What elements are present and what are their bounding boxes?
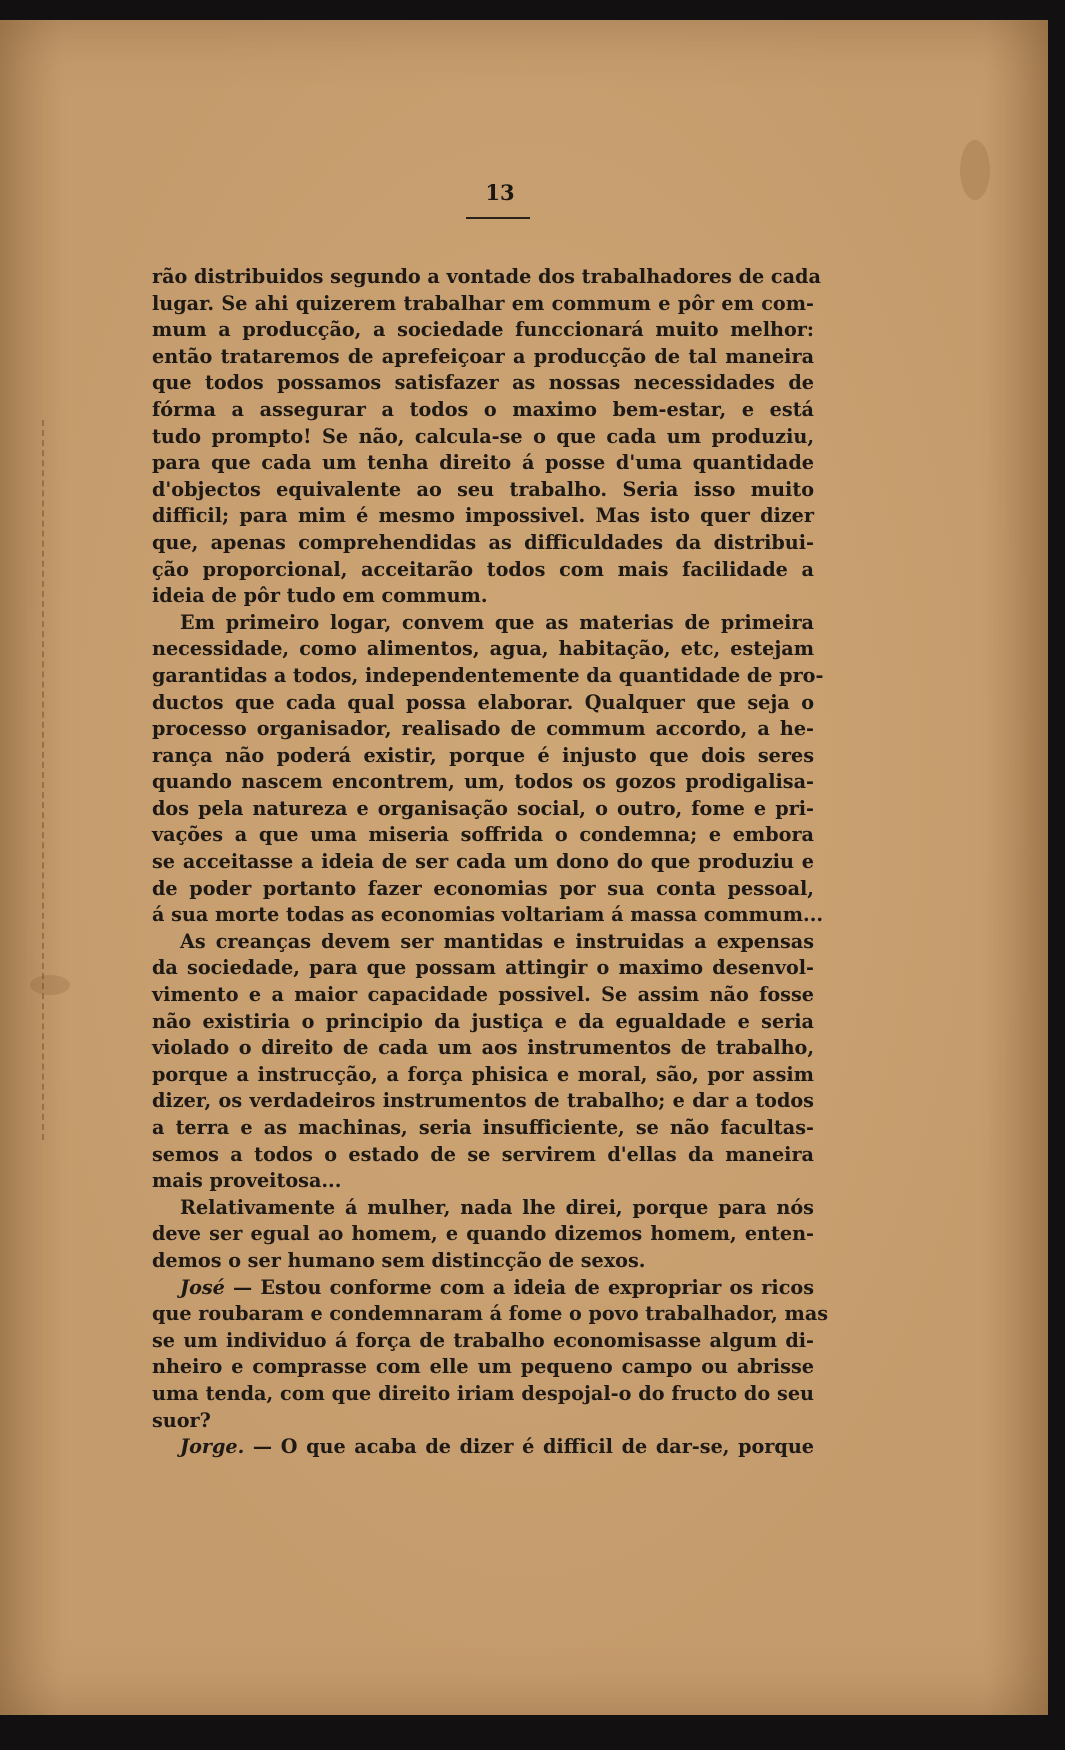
dialogue-text: — Estou conforme com a ideia de expropriar os ricos [224,1275,814,1299]
body-text [152,264,829,1461]
text-line: a terra e as machinas, seria insufficiente, se não facultas- [152,1116,814,1139]
text-line: As creanças devem ser mantidas e instruidas a expensas [180,929,814,953]
text-line: da sociedade, para que possam attingir o maximo desenvol- [152,956,814,980]
text-line: tudo prompto! Se não, calcula-se o que cada um produziu, [152,424,814,448]
text-line: demos o ser humano sem distincção de sexos. [152,1248,646,1272]
text-line: vações a que uma miseria soffrida o condemna; e embora [152,823,814,847]
text-line: dos pela natureza e organisação social, o outro, fome e pri- [152,796,814,820]
text-line: não existiria o principio da justiça e da egualdade e seria [152,1009,814,1033]
dialogue-line [152,1301,829,1328]
text-line: necessidade, como alimentos, agua, habitação, etc, estejam [152,637,814,661]
text-line: porque a instrucção, a força phisica e moral, são, por assim [152,1062,814,1086]
text-line: quando nascem encontrem, um, todos os gozos prodigalisa- [152,770,814,794]
text-line: á sua morte todas as economias voltariam á massa commum... [152,903,824,927]
dialogue-text: — O que acaba de dizer é difficil de dar-se, porque [244,1435,814,1459]
dialogue-line [152,1408,814,1435]
text-line: mais proveitosa... [152,1169,342,1193]
page-number-rule [466,217,530,219]
dialogue-text: uma tenda, com que direito iriam despojal-o do fructo do seu [152,1381,814,1405]
text-line: garantidas a todos, independentemente da quantidade de pro- [152,663,824,687]
text-line: violado o direito de cada um aos instrumentos de trabalho, [152,1036,814,1060]
text-line: semos a todos o estado de se servirem d'ellas da maneira [152,1142,814,1166]
text-line: dizer, os verdadeiros instrumentos de trabalho; e dar a todos [152,1089,814,1113]
speaker-name: José [180,1275,225,1299]
text-line: que todos possamos satisfazer as nossas necessidades de [152,371,814,395]
text-line: que, apenas comprehendidas as difficuldades da distribui- [152,530,814,554]
text-line: ideia de pôr tudo em commum. [152,584,488,608]
dialogue-text: que roubaram e condemnaram á fome o povo trabalhador, mas [152,1302,829,1326]
dialogue-line [152,1381,814,1408]
page-number: 13 [485,180,515,205]
book-page [0,20,1048,1715]
binding-holes [42,420,64,1140]
text-line: de poder portanto fazer economias por sua conta pessoal, [152,876,814,900]
text-line: para que cada um tenha direito á posse d'uma quantidade [152,451,814,475]
dialogue-text: nheiro e comprasse com elle um pequeno campo ou abrisse [152,1355,814,1379]
text-line: d'objectos equivalente ao seu trabalho. Seria isso muito [152,477,814,501]
speaker-name: Jorge. [180,1435,245,1459]
text-line: então trataremos de aprefeiçoar a producção de tal maneira [152,344,814,368]
text-line: mum a producção, a sociedade funccionará muito melhor: [152,318,814,342]
text-line: vimento e a maior capacidade possivel. Se assim não fosse [152,983,814,1007]
text-line: rão distribuidos segundo a vontade dos trabalhadores de cada [152,265,821,288]
dialogue-text: suor? [152,1408,211,1432]
text-line: difficil; para mim é mesmo impossivel. Mas isto quer dizer [152,504,814,528]
text-line: Relativamente á mulher, nada lhe direi, porque para nós [180,1195,814,1219]
text-line: ductos que cada qual possa elaborar. Qualquer que seja o [152,690,814,714]
dialogue-text: se um individuo á força de trabalho economisasse algum di- [152,1328,814,1352]
text-line: lugar. Se ahi quizerem trabalhar em commum e pôr em com- [152,291,814,315]
dialogue-line [152,1354,814,1381]
dialogue-line [152,1328,814,1355]
paper-stain [960,140,990,200]
dialogue-line [152,1275,814,1302]
text-line: fórma a assegurar a todos o maximo bem-estar, e está [152,397,814,421]
text-line: deve ser egual ao homem, e quando dizemos homem, enten- [152,1222,814,1246]
text-line: ção proporcional, acceitarão todos com mais facilidade a [152,557,814,581]
text-line: se acceitasse a ideia de ser cada um dono do que produziu e [152,850,814,874]
text-line: rança não poderá existir, porque é injusto que dois seres [152,743,814,767]
text-line: processo organisador, realisado de commum accordo, a he- [152,717,814,741]
text-line: Em primeiro logar, convem que as materias de primeira [180,610,814,634]
dialogue-line [152,1434,814,1461]
